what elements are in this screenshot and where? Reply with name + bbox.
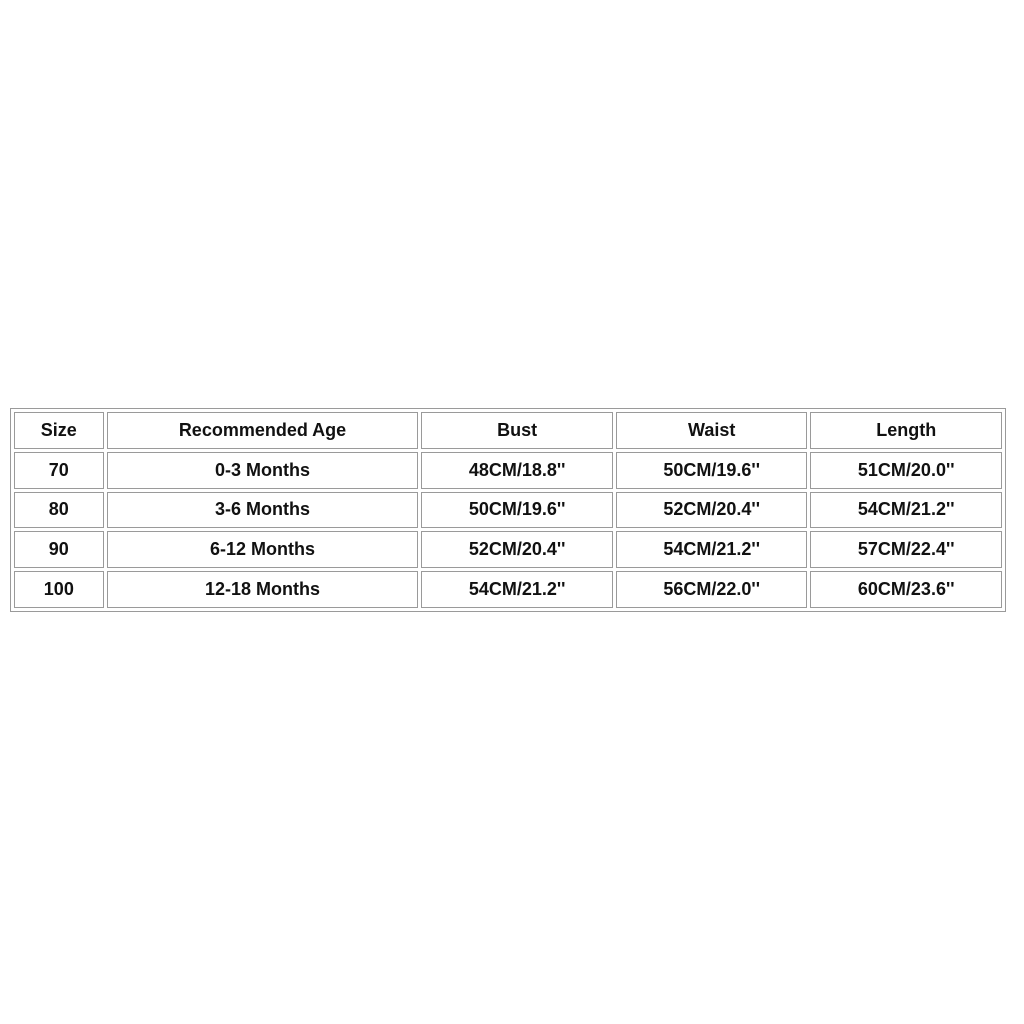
cell-bust: 54CM/21.2'': [421, 571, 613, 608]
table-row: [14, 571, 1002, 608]
cell-size: 100: [14, 571, 104, 608]
cell-waist: 52CM/20.4'': [616, 492, 808, 529]
cell-size: 90: [14, 531, 104, 568]
cell-recommended-age: 0-3 Months: [107, 452, 419, 489]
table-row: [14, 531, 1002, 568]
table-header-row: [14, 412, 1002, 449]
cell-waist: 56CM/22.0'': [616, 571, 808, 608]
cell-length: 54CM/21.2'': [810, 492, 1002, 529]
cell-length: 57CM/22.4'': [810, 531, 1002, 568]
table-row: [14, 452, 1002, 489]
cell-length: 60CM/23.6'': [810, 571, 1002, 608]
table-row: [14, 492, 1002, 529]
cell-size: 70: [14, 452, 104, 489]
cell-recommended-age: 12-18 Months: [107, 571, 419, 608]
cell-bust: 48CM/18.8'': [421, 452, 613, 489]
cell-waist: 50CM/19.6'': [616, 452, 808, 489]
header-waist: Waist: [616, 412, 808, 449]
header-bust: Bust: [421, 412, 613, 449]
cell-waist: 54CM/21.2'': [616, 531, 808, 568]
size-chart-table: [10, 408, 1006, 612]
header-length: Length: [810, 412, 1002, 449]
header-size: Size: [14, 412, 104, 449]
cell-recommended-age: 6-12 Months: [107, 531, 419, 568]
cell-recommended-age: 3-6 Months: [107, 492, 419, 529]
cell-bust: 52CM/20.4'': [421, 531, 613, 568]
header-recommended-age: Recommended Age: [107, 412, 419, 449]
cell-length: 51CM/20.0'': [810, 452, 1002, 489]
cell-bust: 50CM/19.6'': [421, 492, 613, 529]
cell-size: 80: [14, 492, 104, 529]
